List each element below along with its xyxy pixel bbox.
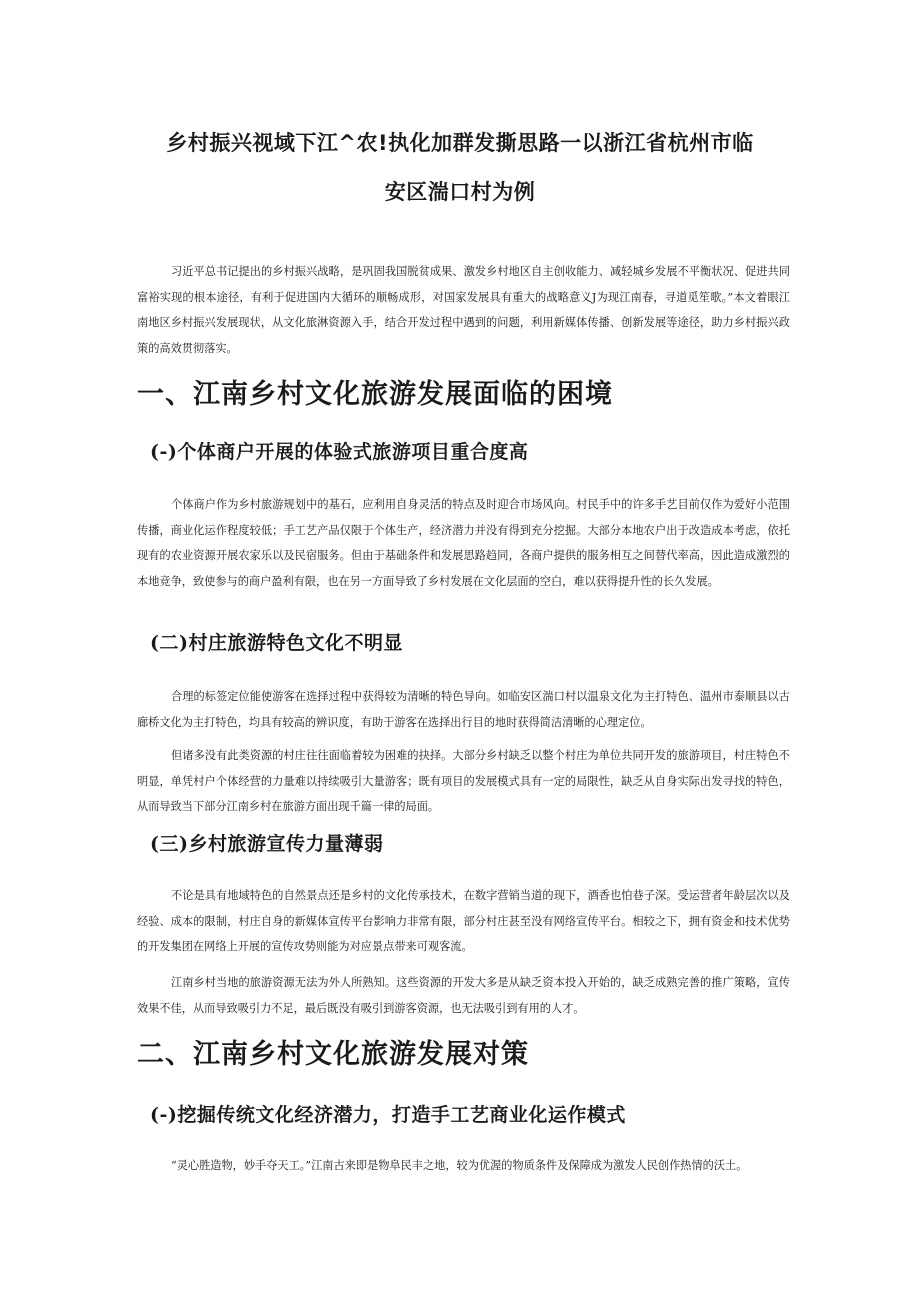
- section-1-heading: 一、江南乡村文化旅游发展面临的困境: [137, 379, 613, 410]
- section-1-sub-1-heading: (-)个体商户开展的体验式旅游项目重合度高: [150, 441, 529, 463]
- section-1-sub-1-paragraph-1: 个体商户作为乡村旅游规划中的基石，应利用自身灵活的特点及时迎合市场风向。村民手中的许多手艺目前仅作为爱好小范围传播，商业化运作程度较低；手工艺产品仅限于个体生产，经济潜力并没有得到充分挖掘。大部分本地农户出于改造成本考虑，依托现有的农业资源开展农家乐以及民宿服务。但由于基础条件和发展思路趋同，各商户提供的服务相互之间替代率高，因此造成激烈的本地竞争，致使参与的商户盈利有限，也在另一方面导致了乡村发展在文化层面的空白，难以获得提升性的长久发展。: [137, 498, 790, 588]
- section-1-sub-3-heading: (三)乡村旅游宣传力量薄弱: [150, 833, 384, 855]
- section-1-sub-2-heading: (二)村庄旅游特色文化不明显: [150, 632, 403, 654]
- section-1-sub-2-paragraph-1: 合理的标签定位能使游客在选择过程中获得较为清晰的特色导向。如临安区湍口村以温泉文化为主打特色、温州市泰顺县以古廊桥文化为主打特色，均具有较高的辨识度，有助于游客在选择出行目的地时获得简洁清晰的心理定位。: [137, 690, 790, 729]
- section-2-sub-1-paragraph-1: “灵心胜造物，妙手夺天工。”江南古来即是物阜民丰之地，较为优渥的物质条件及保障成为激发人民创作热情的沃土。: [171, 1159, 748, 1172]
- intro-paragraph: 习近平总书记提出的乡村振兴战略，是巩固我国脱贫成果、激发乡村地区自主创收能力、减轻城乡发展不平衡状况、促进共同富裕实现的根本途径，有利于促进国内大循环的顺畅成形，对国家发展具有重大的战略意义J为现江南春，寻道觅笙歌。”本文着眼江南地区乡村振兴发展现状，从文化旅淋资源入手，结合开发过程中遇到的问题，利用新媒体传播、创新发展等途径，助力乡村振兴政策的高效贯彻落实。: [137, 265, 790, 355]
- section-2-heading: 二、江南乡村文化旅游发展对策: [137, 1039, 529, 1070]
- section-1-sub-3-paragraph-2: 江南乡村当地的旅游资源无法为外人所熟知。这些资源的开发大多是从缺乏资本投入开始的，缺乏成熟完善的推广策略，宣传效果不佳，从而导致吸引力不足，最后既没有吸引到游客资源，也无法吸引到有用的人才。: [137, 976, 790, 1015]
- section-2-sub-1-heading: (-)挖掘传统文化经济潜力，打造手工艺商业化运作模式: [150, 1104, 626, 1126]
- document-title-line-2: 安区湍口村为例: [384, 180, 536, 204]
- document-title-line-1: 乡村振兴视域下江^农!执化加群发撕思路一以浙江省杭州市临: [166, 131, 754, 155]
- section-1-sub-3-paragraph-1: 不论是具有地域特色的自然景点还是乡村的文化传承技术，在数字营销当道的现下，酒香也怕巷子深。受运营者年龄层次以及经验、成本的限制，村庄自身的新媒体宣传平台影响力非常有限，部分村庄甚至没有网络宣传平台。相较之下，拥有资金和技术优势的开发集团在网络上开展的宣传攻势则能为对应景点带来可观客流。: [137, 889, 790, 953]
- section-1-sub-2-paragraph-2: 但诸多没有此类资源的村庄往往面临着较为困难的抉择。大部分乡村缺乏以整个村庄为单位共同开发的旅游项目，村庄特色不明显，单凭村户个体经营的力量难以持续吸引大量游客；既有项目的发展模式具有一定的局限性，缺乏从自身实际出发寻找的特色，从而导致当下部分江南乡村在旅游方面出现千篇一律的局面。: [137, 749, 790, 813]
